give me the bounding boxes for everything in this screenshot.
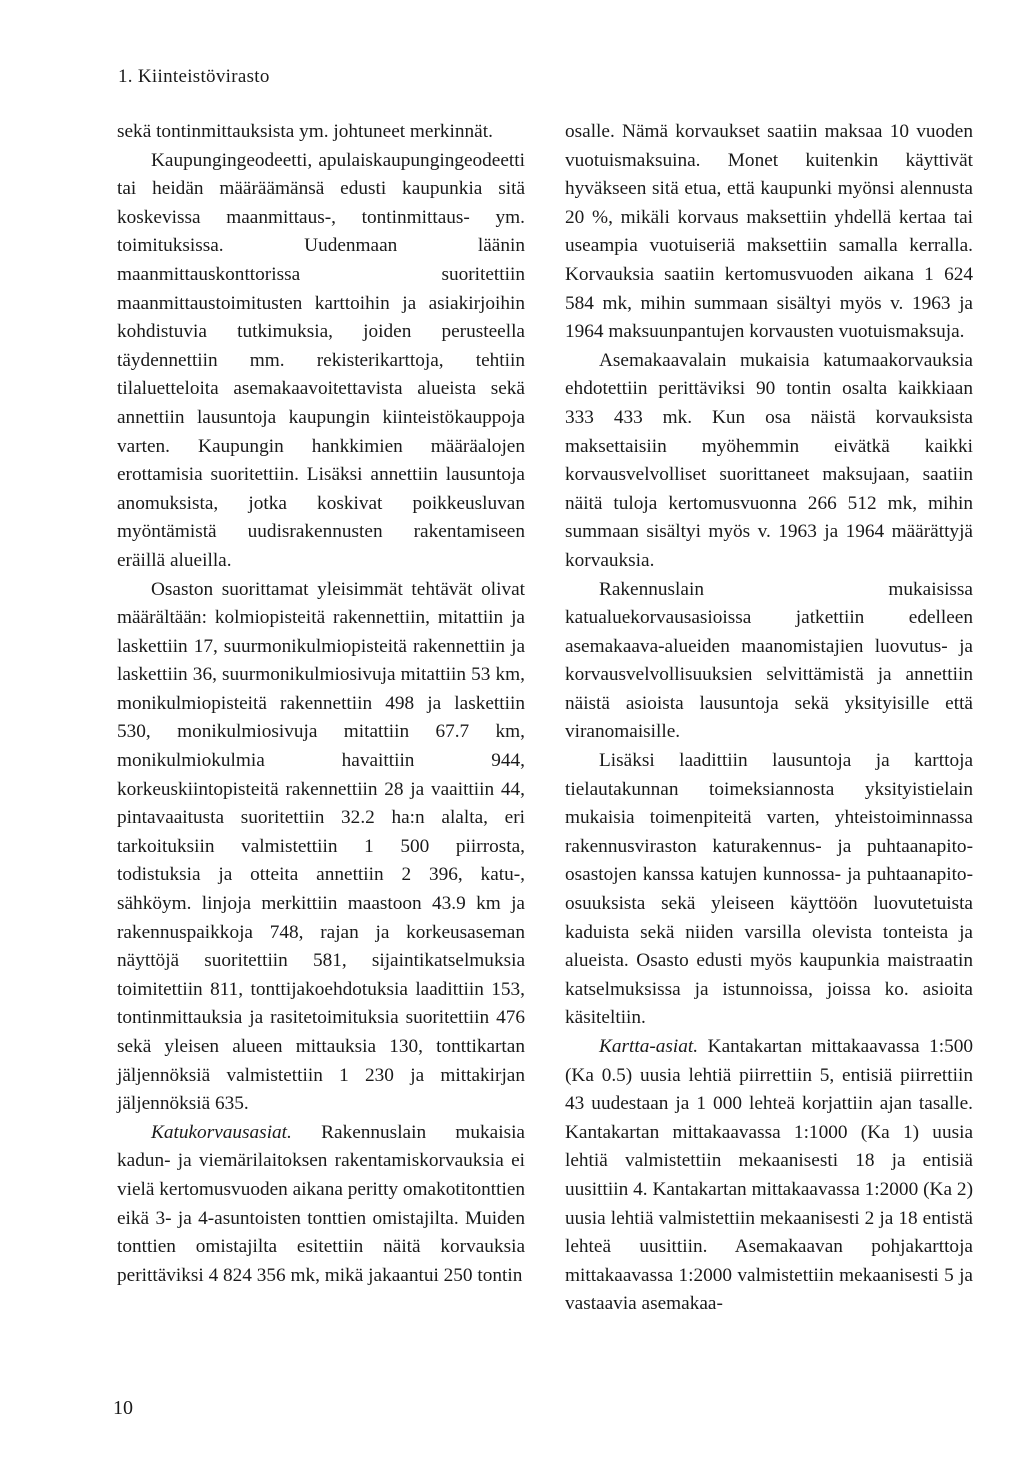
paragraph-geodeetti: Kaupungingeodeetti, apulaiskaupungingeodeetti tai heidän määräämänsä edusti kaupunkia sitä koskevissa maanmittaus-, tontinmittaus- ym. toimituksissa. Uudenmaan läänin maanmittauskonttorissa suoritettiin maanmittaustoimitusten karttoihin ja asiakirjoihin kohdistuvia tutkimuksia, joiden perusteella täydennettiin mm. rekisterikarttoja, tehtiin tilaluetteloita asemakaavoitettavista alueista sekä annettiin lausuntoja kaupungin kiinteistökauppoja varten. Kaupungin hankkimien määräalojen erottamisia suoritettiin. Lisäksi annettiin lausuntoja anomuksista, jotka koskivat poikkeusluvan myöntämistä uudisrakennusten rakentamiseen eräillä alueilla. (117, 149, 525, 571)
paragraph-text: Kantakartan mittakaavassa 1:500 (Ka 0.5) uusia lehtiä piirrettiin 5, entisiä piirrettiin 43 uudestaan ja 1 000 lehteä korjattiin ajan tasalle. Kantakartan mittakaavassa 1:1000 (Ka 1) uusia lehtiä valmistettiin mekaanisesti 18 ja entisiä uusittiin 4. Kantakartan mittakaavassa 1:2000 (Ka 2) uusia lehtiä valmistettiin mekaanisesti 2 ja 18 entistä lehteä uusittiin. Asemakaavan pohjakarttoja mittakaavassa 1:2000 valmistettiin mekaanisesti 5 ja vastaavia asemakaa- (565, 1036, 973, 1315)
right-column (565, 118, 973, 1319)
paragraph-tehtavat: Osaston suorittamat yleisimmät tehtävät olivat määrältään: kolmiopisteitä rakennettiin, mitattiin ja laskettiin 17, suurmonikulmiopisteitä rakennettiin ja laskettiin 36, suurmonikulmiosivuja mitattiin 53 km, monikulmiopisteitä rakennettiin 498 ja laskettiin 530, monikulmiosivuja mitattiin 67.7 km, monikulmiokulmia havaittiin 944, korkeuskiintopisteitä rakennettiin 28 ja vaaittiin 44, pintavaaitusta suoritettiin 32.2 ha:n alalta, eri tarkoituksiin valmistettiin 1 500 piirrosta, todistuksia ja otteita annettiin 2 396, katu-, sähköym. linjoja merkittiin maastoon 43.9 km ja rakennuspaikkoja 748, rajan ja korkeusaseman näyttöjä suoritettiin 581, sijaintikatselmuksia toimitettiin 811, tonttijakoehdotuksia laadittiin 153, tontinmittauksia ja rasitetoimituksia suoritettiin 476 sekä yleisen alueen mittauksia 130, tonttikartan jäljennöksiä valmistettiin 1 230 ja mittakirjan jäljennöksiä 635. (117, 578, 525, 1115)
paragraph-lausunnot: Lisäksi laadittiin lausuntoja ja karttoja tielautakunnan toimeksiannosta yksityistielain mukaisia toimenpiteitä varten, yhteistoiminnassa rakennusviraston katurakennus- ja puhtaanapito-osastojen kanssa katujen kunnossa- ja puhtaanapito-osuuksista sekä yleiseen käyttöön luovutetuista kaduista sekä niiden varsilla olevista tonteista ja alueista. Osasto edusti myös kaupunkia maistraatin katselmuksissa ja istunnoissa, joissa ko. asioita käsiteltiin. (565, 750, 973, 1029)
page-number: 10 (113, 1397, 133, 1419)
running-header: 1. Kiinteistövirasto (118, 66, 270, 87)
paragraph-continued: osalle. Nämä korvaukset saatiin maksaa 10 vuoden vuotuismaksuina. Monet kuitenkin käyttivät hyväkseen sitä etua, että kaupunki myönsi alennusta 20 %, mikäli korvaus maksettiin yhdellä kertaa tai useampia vuotuiseriä maksettiin samalla kerralla. Korvauksia saatiin kertomusvuoden aikana 1 624 584 mk, mihin summaan sisältyi myös v. 1963 ja 1964 maksuunpantujen korvausten vuotuismaksuja. (565, 121, 973, 343)
paragraph-continued: sekä tontinmittauksista ym. johtuneet merkinnät. (117, 121, 493, 142)
paragraph-kartta-asiat (565, 1033, 973, 1319)
paragraph-katualuekorvaukset: Rakennuslain mukaisissa katualuekorvausasioissa jatkettiin edelleen asemakaava-alueiden maanomistajien luovutus- ja korvausvelvollisuuksien selvittämistä ja annettiin näistä asioista lausuntoja sekä yksityisille että viranomaisille. (565, 578, 973, 743)
section-heading-katukorvausasiat: Katukorvausasiat. (151, 1121, 292, 1143)
section-heading-kartta-asiat: Kartta-asiat. (599, 1036, 699, 1057)
paragraph-katumaakorvaukset: Asemakaavalain mukaisia katumaakorvauksia ehdotettiin perittäviksi 90 tontin osalta kaikkiaan 333 433 mk. Kun osa näistä korvauksista maksettaisiin myöhemmin eivätkä kaikki korvausvelvolliset suorittaneet maksujaan, saatiin näitä tuloja kertomusvuonna 266 512 mk, mihin summaan sisältyi myös v. 1963 ja 1964 määrättyjä korvauksia. (565, 349, 973, 571)
paragraph-katukorvausasiat (117, 1119, 525, 1291)
left-column (117, 118, 525, 1290)
paragraph-text: Rakennuslain mukaisia kadun- ja viemärilaitoksen rakentamiskorvauksia ei vielä kertomusvuoden aikana peritty omakotitonttien eikä 3- ja 4-asuntoisten tonttien omistajilta. Muiden tonttien omistajilta esitettiin näitä korvauksia perittäviksi 4 824 356 mk, mikä jakaantui 250 tontin (117, 1121, 526, 1286)
